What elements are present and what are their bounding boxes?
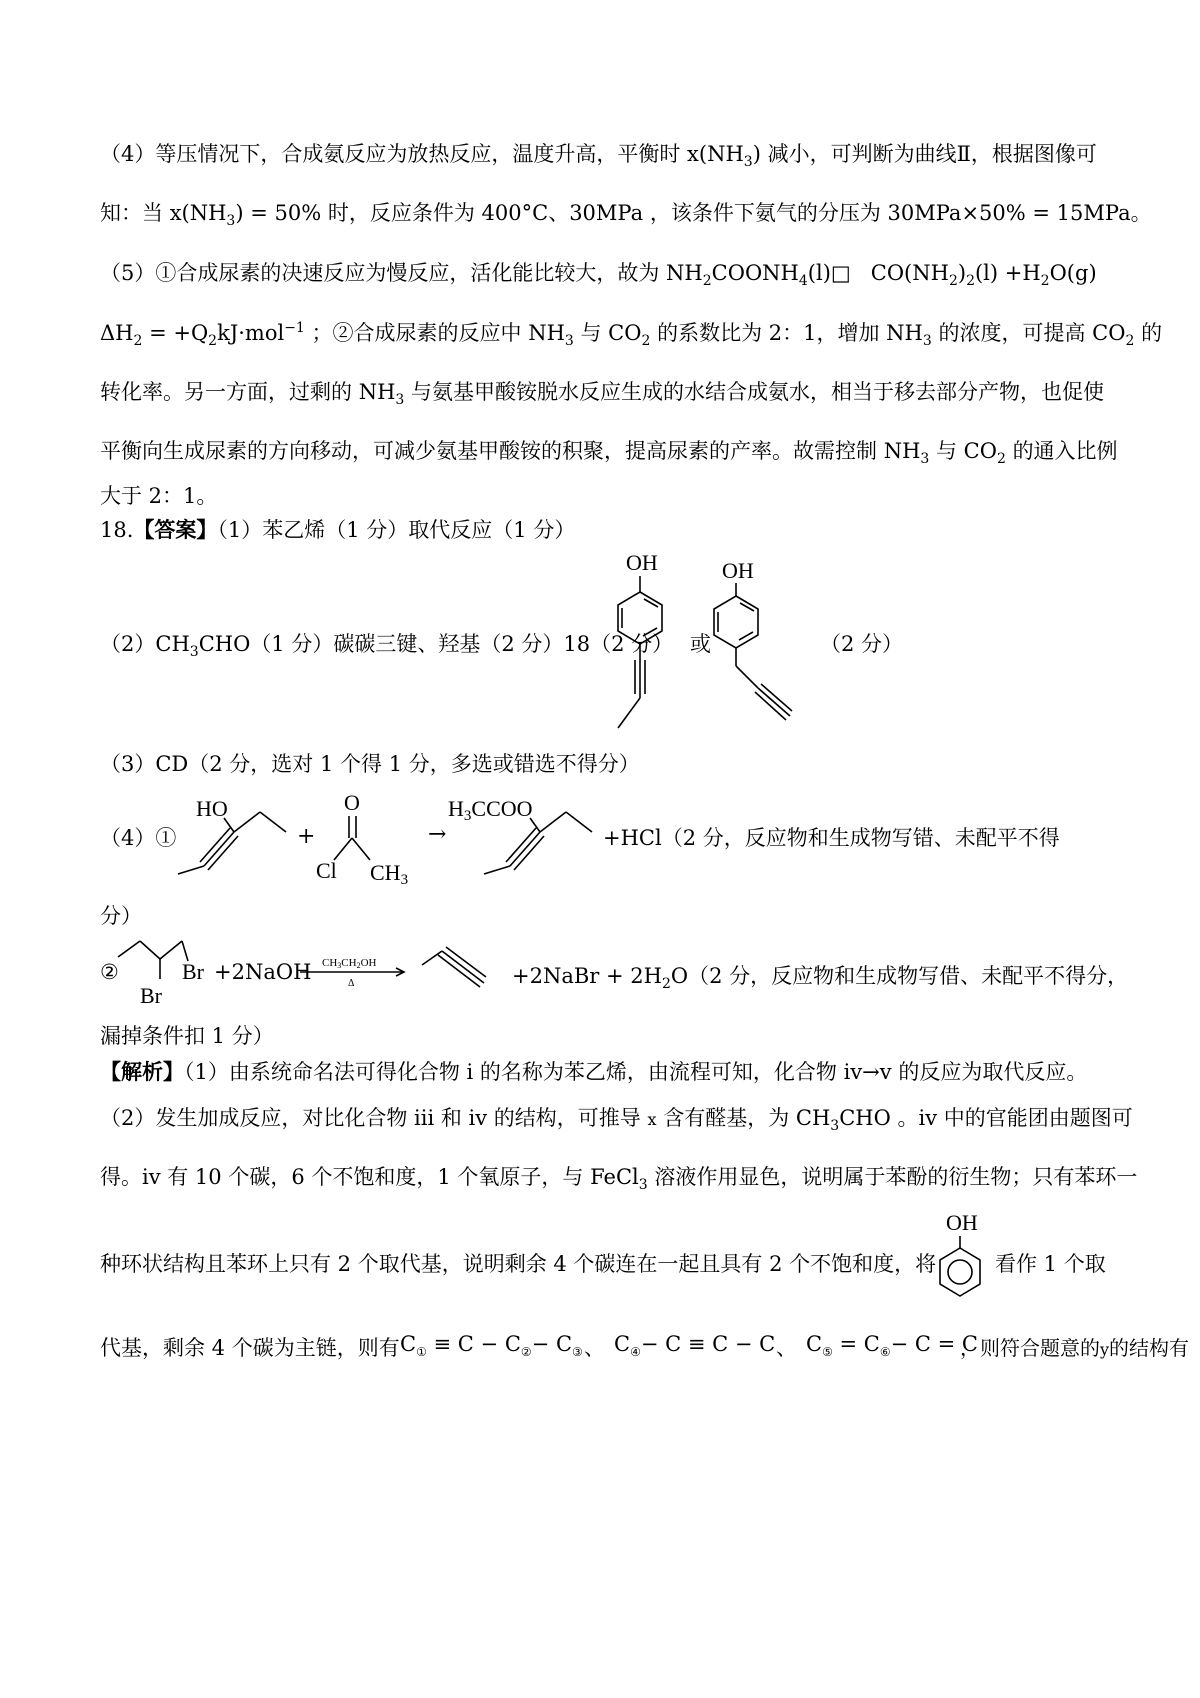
p5-line4: 平衡向生成尿素的方向移动，可减少氨基甲酸铵的积聚，提高尿素的产率。故需控制 $NH_3$ 与 $CO_2$ 的通入比例 [100,439,1118,468]
jx-line2: （2）发生加成反应，对比化合物 iii 和 iv 的结构，可推导 x 含有醛基，为 $CH_3CHO$ 。iv 中的官能团由题图可 [100,1106,1133,1135]
q18-4-2-prefix: ② [100,960,119,984]
chain-2: $C_④- C \equiv C - C$ [614,1332,776,1360]
svg-text:Cl: Cl [316,858,337,883]
reaction-arrow: → [428,822,447,847]
jx-line3: 得。iv 有 10 个碳，6 个不饱和度，1 个氧原子，与 FeCl$_3$ 溶液作用显色，说明属于苯酚的衍生物；只有苯环一 [100,1165,1138,1194]
q18-4-2-tail: +2NaBr + $2H_2O(2$ 分，反应物和生成物写借、未配平不得分， [512,964,1129,993]
jx-line5: 代基，剩余 4 个碳为主链，则有 [100,1336,400,1360]
svg-text:Br: Br [140,983,162,1007]
svg-text:Δ: Δ [348,978,355,989]
svg-text:CH3CH2OH: CH3CH2OH [322,957,377,970]
formula-ch3cho: $CH_3CHO$ [155,632,251,661]
chain-3: $C_⑤ = C_⑥- C = C$ [806,1332,978,1360]
jx-line5-tail: ，则符合题意的y的结构有 [960,1336,1190,1360]
p5-line5: 大于 2：1。 [100,484,218,508]
svg-text:OH: OH [946,1210,978,1235]
sep-1: 、 [584,1336,605,1360]
p4-line1: （4）等压情况下，合成氨反应为放热反应，温度升高，平衡时 $x(NH_3)$ 减小，可判断为曲线Ⅱ，根据图像可 [100,142,1097,171]
reactant-acetyl-chloride [312,786,422,886]
delta-h2: $\Delta H_2 = +Q_2kJ\cdot mol^{-1}$ [100,320,305,350]
jx-line4: 种环状结构且苯环上只有 2 个取代基，说明剩余 4 个碳连在一起且具有 2 个不饱和度，将 [100,1252,937,1276]
q18-line3: （3）CD（2 分，选对 1 个得 1 分，多选或错选不得分） [100,752,640,776]
formula-x-nh3-50: $x(NH_3) = 50\%$ [169,201,322,230]
sep-2: 、 [776,1336,797,1360]
naoh: +2NaOH [214,960,312,984]
conditions: 400°C、30MPa [481,201,644,225]
p5-line3: 转化率。另一方面，过剩的 $NH_3$ 与氨基甲酸铵脱水反应生成的水结合成氨水，相当于移去部分产物，也促使 [100,380,1104,409]
q18-4-prefix: （4）① [100,826,177,850]
p4-line2: 知：当 $x(NH_3) = 50\%$ 时，反应条件为 400°C、30MPa ，该条件下氨气的分压为 30MPa×50% = 15MPa。 [100,201,1152,230]
q18-line2: $(2)CH_3CHO(1$ 分）碳碳三键、羟基（2 分）18（2 分） [100,632,674,661]
structure-phenol-butynyl [598,548,688,738]
p5-line2: $\Delta H_2 = +Q_2kJ\cdot mol^{-1}$ ；②合成尿素的反应中 $NH_3$ 与 $CO_2$ 的系数比为 2：1，增加 $NH_3$ 的浓度，可提高 $CO_2$ 的 [100,320,1163,350]
or-label: 或 [690,632,711,656]
svg-text:OH: OH [722,558,754,583]
svg-text:Br: Br [182,959,204,984]
svg-text:OH: OH [626,550,658,575]
phenol-structure [932,1210,992,1300]
q18-4-tail: +HCl（2 分，反应物和生成物写错、未配平不得 [603,826,1060,850]
svg-text:O: O [344,790,360,815]
svg-text:HO: HO [196,796,228,821]
score-label: （2 分） [820,632,904,656]
condition-arrow [300,952,410,992]
plus-sign: + [297,824,316,849]
q18-4-cont: 分） [100,904,142,928]
structure-phenol-butynyl-2 [700,548,800,728]
svg-text:H3CCOO: H3CCOO [448,796,533,824]
q18-4-2-cont: 漏掉条件扣 1 分） [100,1024,274,1048]
svg-text:CH3: CH3 [370,860,409,886]
jx-line1: 【解析】（1）由系统命名法可得化合物 i 的名称为苯乙烯，由流程可知，化合物 iv→v 的反应为取代反应。 [100,1059,1088,1084]
reactant-dibromide [110,935,210,1007]
product-acetate [448,790,618,900]
jx-line4-tail: 看作 1 个取 [995,1252,1106,1276]
product-alkyne [418,945,498,995]
chain-1: $C_① \equiv C - C_②- C_③$ [400,1332,583,1360]
partial-pressure: 30MPa×50% = 15MPa [887,201,1131,225]
equation-urea: $NH_2COONH_4(l)□$ $CO(NH_2)_2(l) +H_2O(g)$ [666,261,1097,290]
q18-line1: 18.【答案】（1）苯乙烯（1 分）取代反应（1 分） [100,517,576,542]
p5-line1: （5）①合成尿素的决速反应为慢反应，活化能比较大，故为 $NH_2COONH_4(l)□$ $CO(NH_2)_2(l) +H_2O(g)$ [100,261,1097,290]
formula-x-nh3: $x(NH_3)$ [687,142,761,171]
